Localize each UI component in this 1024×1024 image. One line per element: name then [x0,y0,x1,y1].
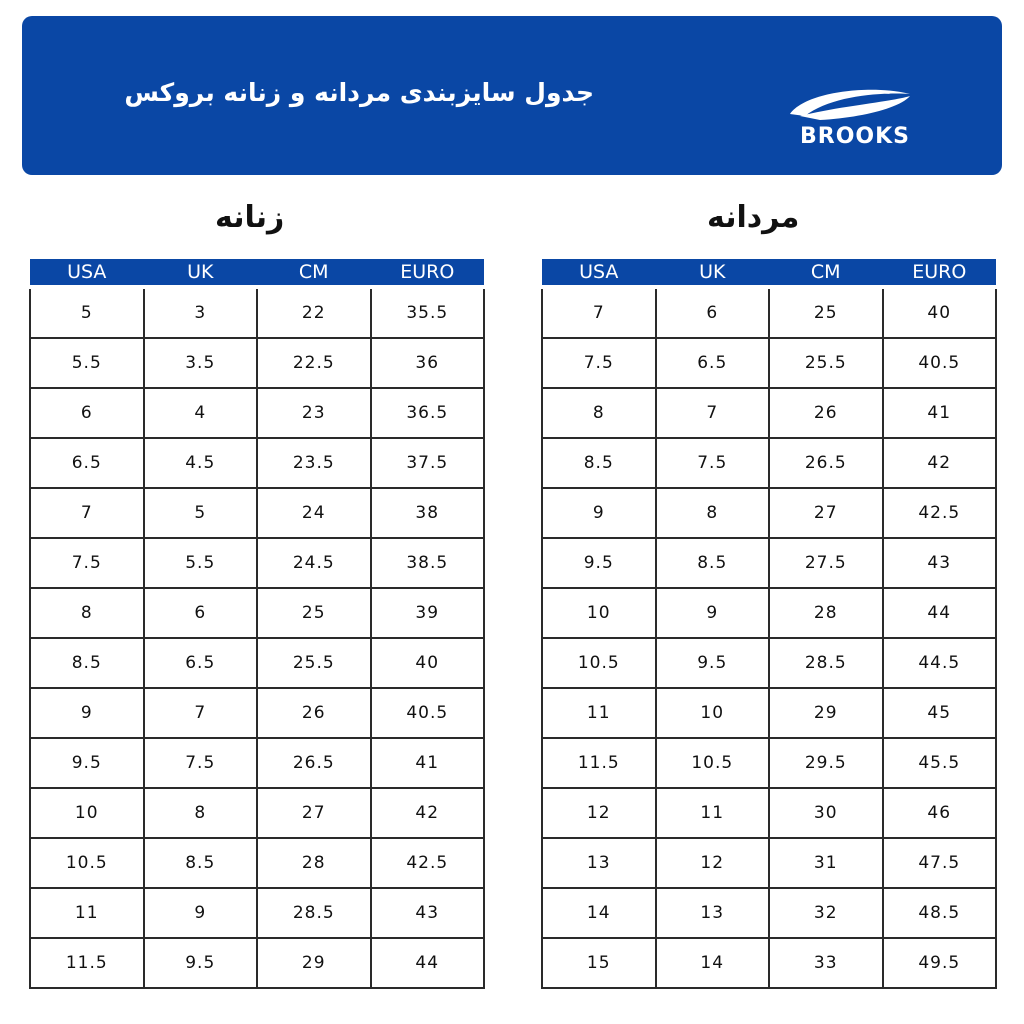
cell-usa: 9 [542,488,656,538]
table-row [542,588,996,638]
cell-usa: 10.5 [30,838,144,888]
cell-usa: 13 [542,838,656,888]
cell-cm: 32 [769,888,883,938]
cell-cm: 28.5 [769,638,883,688]
column-header-euro: EURO [371,259,485,287]
women-table-body [30,287,484,988]
table-row [30,738,484,788]
cell-euro: 43 [371,888,485,938]
table-row [542,388,996,438]
table-row [30,638,484,688]
cell-usa: 8 [30,588,144,638]
column-header-uk: UK [656,259,770,287]
cell-usa: 11.5 [30,938,144,988]
cell-euro: 41 [883,388,997,438]
cell-uk: 10.5 [656,738,770,788]
cell-usa: 11 [30,888,144,938]
page-title: جدول سایزبندی مردانه و زنانه بروکس [124,78,594,107]
men-table-body [542,287,996,988]
table-header-row [30,259,484,287]
table-row [30,688,484,738]
cell-cm: 24 [257,488,371,538]
cell-euro: 37.5 [371,438,485,488]
cell-cm: 28 [257,838,371,888]
cell-uk: 14 [656,938,770,988]
cell-uk: 6.5 [144,638,258,688]
women-size-table [29,259,485,989]
cell-cm: 27.5 [769,538,883,588]
table-row [30,888,484,938]
cell-uk: 7.5 [656,438,770,488]
cell-uk: 7 [656,388,770,438]
cell-cm: 33 [769,938,883,988]
cell-euro: 40.5 [883,338,997,388]
cell-usa: 10 [30,788,144,838]
cell-cm: 27 [769,488,883,538]
cell-cm: 25.5 [257,638,371,688]
cell-cm: 23.5 [257,438,371,488]
table-row [542,438,996,488]
table-row [542,488,996,538]
brooks-swoosh-icon [760,86,950,126]
cell-cm: 31 [769,838,883,888]
cell-euro: 48.5 [883,888,997,938]
cell-euro: 39 [371,588,485,638]
cell-cm: 26 [257,688,371,738]
table-row [542,738,996,788]
cell-cm: 22.5 [257,338,371,388]
cell-uk: 13 [656,888,770,938]
cell-uk: 5.5 [144,538,258,588]
cell-uk: 7.5 [144,738,258,788]
cell-cm: 26 [769,388,883,438]
cell-usa: 6.5 [30,438,144,488]
cell-usa: 9.5 [542,538,656,588]
women-title: زنانه [215,200,285,235]
table-row [30,488,484,538]
cell-euro: 36 [371,338,485,388]
cell-euro: 46 [883,788,997,838]
cell-euro: 41 [371,738,485,788]
cell-euro: 42.5 [371,838,485,888]
table-row [542,838,996,888]
column-header-euro: EURO [883,259,997,287]
cell-cm: 25 [769,287,883,338]
cell-usa: 11 [542,688,656,738]
cell-uk: 6 [144,588,258,638]
table-row [30,388,484,438]
cell-uk: 9.5 [144,938,258,988]
cell-euro: 40 [371,638,485,688]
table-row [30,538,484,588]
cell-cm: 26.5 [257,738,371,788]
cell-euro: 47.5 [883,838,997,888]
cell-usa: 10.5 [542,638,656,688]
men-title: مردانه [707,200,800,235]
cell-euro: 40.5 [371,688,485,738]
cell-euro: 44.5 [883,638,997,688]
table-row [30,938,484,988]
cell-usa: 6 [30,388,144,438]
cell-cm: 29 [769,688,883,738]
column-header-usa: USA [542,259,656,287]
cell-uk: 4.5 [144,438,258,488]
cell-cm: 24.5 [257,538,371,588]
cell-usa: 15 [542,938,656,988]
cell-euro: 42 [883,438,997,488]
cell-uk: 10 [656,688,770,738]
cell-uk: 3.5 [144,338,258,388]
cell-usa: 5 [30,287,144,338]
cell-euro: 35.5 [371,287,485,338]
column-header-usa: USA [30,259,144,287]
cell-uk: 7 [144,688,258,738]
cell-cm: 27 [257,788,371,838]
cell-uk: 9.5 [656,638,770,688]
cell-cm: 29.5 [769,738,883,788]
cell-cm: 28 [769,588,883,638]
header-banner [22,16,1002,175]
cell-cm: 22 [257,287,371,338]
table-row [30,588,484,638]
cell-usa: 9.5 [30,738,144,788]
cell-cm: 23 [257,388,371,438]
table-row [542,538,996,588]
table-row [30,838,484,888]
cell-usa: 10 [542,588,656,638]
cell-cm: 25.5 [769,338,883,388]
column-header-uk: UK [144,259,258,287]
cell-cm: 30 [769,788,883,838]
cell-euro: 40 [883,287,997,338]
cell-usa: 9 [30,688,144,738]
cell-euro: 38 [371,488,485,538]
cell-euro: 42.5 [883,488,997,538]
cell-euro: 42 [371,788,485,838]
cell-usa: 7 [542,287,656,338]
cell-cm: 25 [257,588,371,638]
cell-usa: 8 [542,388,656,438]
cell-euro: 49.5 [883,938,997,988]
cell-euro: 45 [883,688,997,738]
cell-uk: 6.5 [656,338,770,388]
cell-uk: 9 [656,588,770,638]
cell-uk: 11 [656,788,770,838]
column-header-cm: CM [769,259,883,287]
table-row [30,788,484,838]
cell-usa: 7.5 [30,538,144,588]
table-row [542,638,996,688]
table-row [542,688,996,738]
cell-uk: 8 [656,488,770,538]
cell-uk: 9 [144,888,258,938]
cell-uk: 6 [656,287,770,338]
table-row [30,438,484,488]
table-row [542,938,996,988]
table-row [542,788,996,838]
logo-text: BROOKS [799,124,910,149]
cell-euro: 43 [883,538,997,588]
cell-usa: 8.5 [542,438,656,488]
cell-usa: 12 [542,788,656,838]
cell-cm: 28.5 [257,888,371,938]
cell-euro: 44 [883,588,997,638]
cell-uk: 12 [656,838,770,888]
cell-euro: 36.5 [371,388,485,438]
cell-usa: 14 [542,888,656,938]
cell-uk: 8.5 [144,838,258,888]
column-header-cm: CM [257,259,371,287]
cell-uk: 5 [144,488,258,538]
brooks-logo [760,86,950,148]
cell-usa: 7.5 [542,338,656,388]
cell-uk: 3 [144,287,258,338]
cell-uk: 4 [144,388,258,438]
table-row [30,287,484,338]
cell-euro: 44 [371,938,485,988]
cell-euro: 45.5 [883,738,997,788]
cell-uk: 8.5 [656,538,770,588]
men-size-table [541,259,997,989]
table-row [542,338,996,388]
cell-usa: 11.5 [542,738,656,788]
table-row [542,888,996,938]
cell-usa: 7 [30,488,144,538]
table-row [30,338,484,388]
table-header-row [542,259,996,287]
cell-usa: 5.5 [30,338,144,388]
cell-euro: 38.5 [371,538,485,588]
cell-cm: 29 [257,938,371,988]
cell-cm: 26.5 [769,438,883,488]
cell-uk: 8 [144,788,258,838]
table-row [542,287,996,338]
cell-usa: 8.5 [30,638,144,688]
